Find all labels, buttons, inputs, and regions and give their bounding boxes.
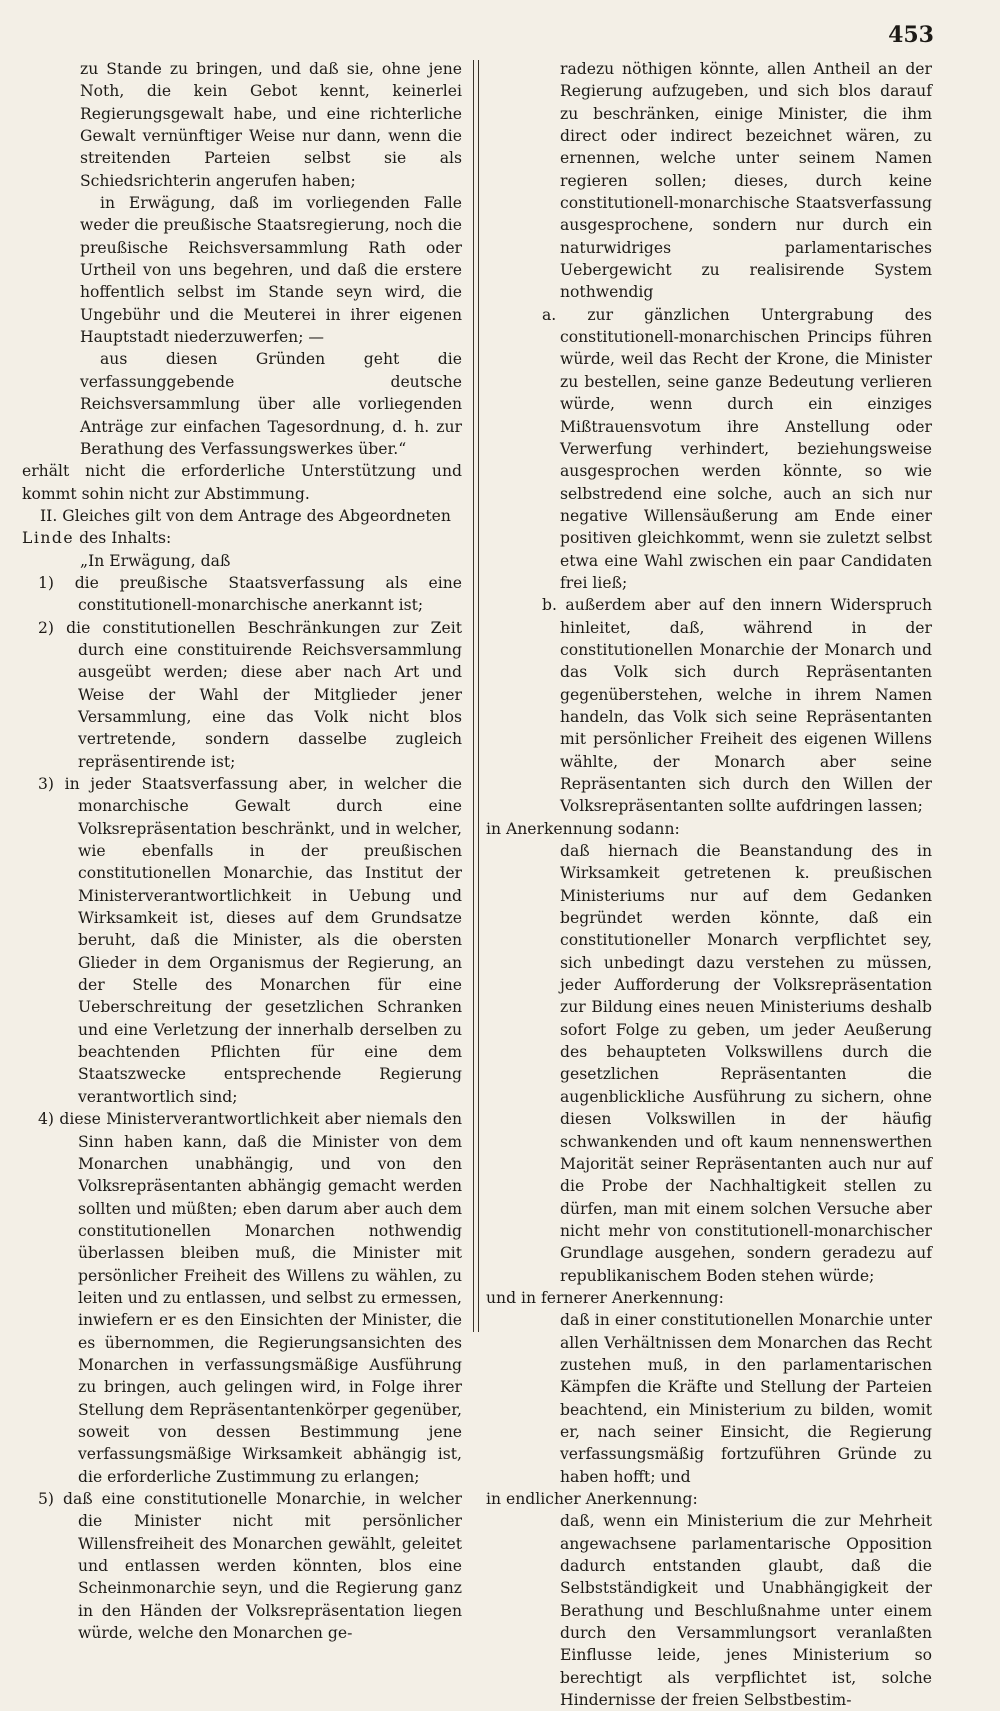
list-item: 5) daß eine constitutionelle Monarchie, in welcher die Minister nicht mit persönlicher Willensfreiheit des Monarchen gewählt, geleitet und entlassen werden könnten, blos eine Scheinmonarchie seyn, und die Regierung ganz in den Händen der Volksrepräsentation liegen würde, welche den Monarchen ge- bbox=[38, 1490, 462, 1643]
paragraph-text: des Inhalts: bbox=[79, 529, 172, 548]
paragraph: daß, wenn ein Ministerium die zur Mehrheit angewachsene parlamentarische Opposition dadurch entstanden glaubt, daß die Selbstständigkeit und Unabhängigkeit der Berathung und Beschlußnahme unter einem durch den Versammlungsort veranlaßten Einflusse leide, jenes Ministerium so berechtigt als verpflichtet ist, solche Hindernisse der freien Selbstbestim- bbox=[560, 1512, 932, 1710]
paragraph bbox=[22, 527, 462, 549]
list-item: b. außerdem aber auf den innern Widerspruch hinleitet, daß, während in der constitutionellen Monarchie der Monarch und das Volk sich durch Repräsentanten gegenüberstehen, welche in ihrem Namen handeln, das Volk sich seine Repräsentanten mit persönlicher Freiheit des eigenen Willens wählte, der Monarch aber seine Repräsentanten sich durch den Willen der Volksrepräsentanten sollte aufdringen lassen; bbox=[542, 596, 932, 816]
list-item: 3) in jeder Staatsverfassung aber, in welcher die monarchische Gewalt durch eine Volksrepräsentation beschränkt, und in welcher, wie ebenfalls in der preußischen constitutionellen Monarchie, das Institut der Ministerverantwortlichkeit in Uebung und Wirksamkeit ist, dieses auf dem Grundsatze beruht, daß die Minister, als die obersten Glieder in dem Organismus der Regierung, an der Stelle des Monarchen für eine Ueberschreitung der gesetzlichen Schranken und eine Verletzung der innerhalb derselben zu beachtenden Pflichten für eine dem Staatszwecke entsprechende Regierung verantwortlich sind; bbox=[38, 775, 462, 1106]
paragraph: zu Stande zu bringen, und daß sie, ohne jene Noth, die kein Gebot kennt, keinerlei Regierungsgewalt habe, und eine richterliche Gewalt vernünftiger Weise nur dann, wenn die streitenden Parteien selbst sie als Schiedsrichterin angerufen haben; bbox=[80, 60, 462, 190]
right-column bbox=[486, 58, 932, 1711]
paragraph: radezu nöthigen könnte, allen Antheil an der Regierung aufzugeben, und sich blos darauf zu beschränken, einige Minister, die ihm direct oder indirect bezeichnet wären, zu ernennen, welche unter seinem Namen regieren sollen; dieses, durch keine constitutionell-monarchische Staatsverfassung ausgesprochene, sondern nur durch ein naturwidriges parlamentarisches Uebergewicht zu realisirende System nothwendig bbox=[560, 60, 932, 302]
speaker-name: Linde bbox=[22, 529, 75, 548]
page-number: 453 bbox=[888, 22, 934, 48]
list-item: a. zur gänzlichen Untergrabung des constitutionell-monarchischen Princips führen würde, weil das Recht der Krone, die Minister zu bestellen, seine ganze Bedeutung verlieren würde, wenn durch ein einziges Mißtrauensvotum ihre Anstellung oder Verwerfung verhindert, beziehungsweise ausgesprochen werden könnte, so wie selbstredend eine solche, auch an sich nur negative Willensäußerung am Ende einer positiven gleichkommt, wenn sie zuletzt selbst etwa eine Wahl zwischen ein paar Candidaten frei ließ; bbox=[542, 305, 932, 592]
paragraph: und in fernerer Anerkennung: bbox=[486, 1288, 724, 1307]
paragraph: daß in einer constitutionellen Monarchie unter allen Verhältnissen dem Monarchen das Recht zustehen muß, in den parlamentarischen Kämpfen die Kräfte und Stellung der Parteien beachtend, ein Ministerium zu bilden, womit er, nach seiner Einsicht, die Regierung verfassungsmäßig fortzuführen Gründe zu haben hofft; und bbox=[560, 1311, 932, 1486]
paragraph: erhält nicht die erforderliche Unterstützung und kommt sohin nicht zur Abstimmung. bbox=[22, 462, 462, 503]
paragraph: II. Gleiches gilt von dem Antrage des Abgeordneten bbox=[40, 506, 451, 525]
list-item: 4) diese Ministerverantwortlichkeit aber niemals den Sinn haben kann, daß die Minister von dem Monarchen unabhängig, und von den Volksrepräsentanten abhängig gemacht werden sollten und müßten; eben darum aber auch dem constitutionellen Monarchen nothwendig überlassen bleiben muß, die Minister mit persönlicher Freiheit des Willens zu wählen, zu leiten und zu entlassen, und selbst zu ermessen, inwiefern er es den Einsichten der Minister, die es übernommen, die Regierungsansichten des Monarchen in verfassungsmäßige Ausführung zu bringen, auch gelingen wird, in Folge ihrer Stellung dem Repräsentantenkörper gegenüber, soweit von dessen Bestimmung jene verfassungsmäßige Wirksamkeit abhängig ist, die erforderliche Zustimmung zu erlangen; bbox=[38, 1110, 462, 1486]
left-column bbox=[22, 58, 462, 1644]
paragraph: aus diesen Gründen geht die verfassunggebende deutsche Reichsversammlung über alle vorliegenden Anträge zur einfachen Tagesordnung, d. h. zur Berathung des Verfassungswerkes über.“ bbox=[80, 350, 462, 458]
paragraph: „In Erwägung, daß bbox=[80, 551, 231, 570]
list-item: 2) die constitutionellen Beschränkungen zur Zeit durch eine constituirende Reichsversammlung ausgeübt werden; diese aber nach Art und Weise der Wahl der Mitglieder jener Versammlung, eine das Volk nicht blos vertretende, sondern dasselbe zugleich repräsentirende ist; bbox=[38, 618, 462, 771]
paragraph: in Erwägung, daß im vorliegenden Falle weder die preußische Staatsregierung, noch die preußische Reichsversammlung Rath oder Urtheil von uns begehren, und daß die erstere hoffentlich selbst im Stande seyn wird, die Ungebühr und die Meuterei in ihrer eigenen Hauptstadt niederzuwerfen; — bbox=[80, 194, 462, 347]
paragraph: in Anerkennung sodann: bbox=[486, 819, 680, 838]
paragraph: daß hiernach die Beanstandung des in Wirksamkeit getretenen k. preußischen Ministeriums nur auf dem Gedanken begründet werden könnte, daß ein constitutioneller Monarch verpflichtet sey, sich unbedingt dazu verstehen zu müssen, jeder Aufforderung der Volksrepräsentation zur Bildung eines neuen Ministeriums deshalb sofort Folge zu geben, um jeder Aeußerung des behaupteten Volkswillens durch die gesetzlichen Repräsentanten die augenblickliche Ausführung zu sichern, ohne diesen Volkswillen in der häufig schwankenden und oft kaum nennenswerthen Majorität seiner Repräsentanten auch nur auf die Probe der Nachhaltigkeit stellen zu dürfen, man mit einem solchen Versuche aber nicht mehr von constitutionell-monarchischer Grundlage ausgehen, sondern geradezu auf republikanischem Boden stehen würde; bbox=[560, 842, 932, 1285]
column-divider bbox=[473, 60, 479, 1332]
list-item: 1) die preußische Staatsverfassung als eine constitutionell-monarchische anerkannt ist; bbox=[38, 573, 462, 615]
paragraph: in endlicher Anerkennung: bbox=[486, 1490, 698, 1508]
